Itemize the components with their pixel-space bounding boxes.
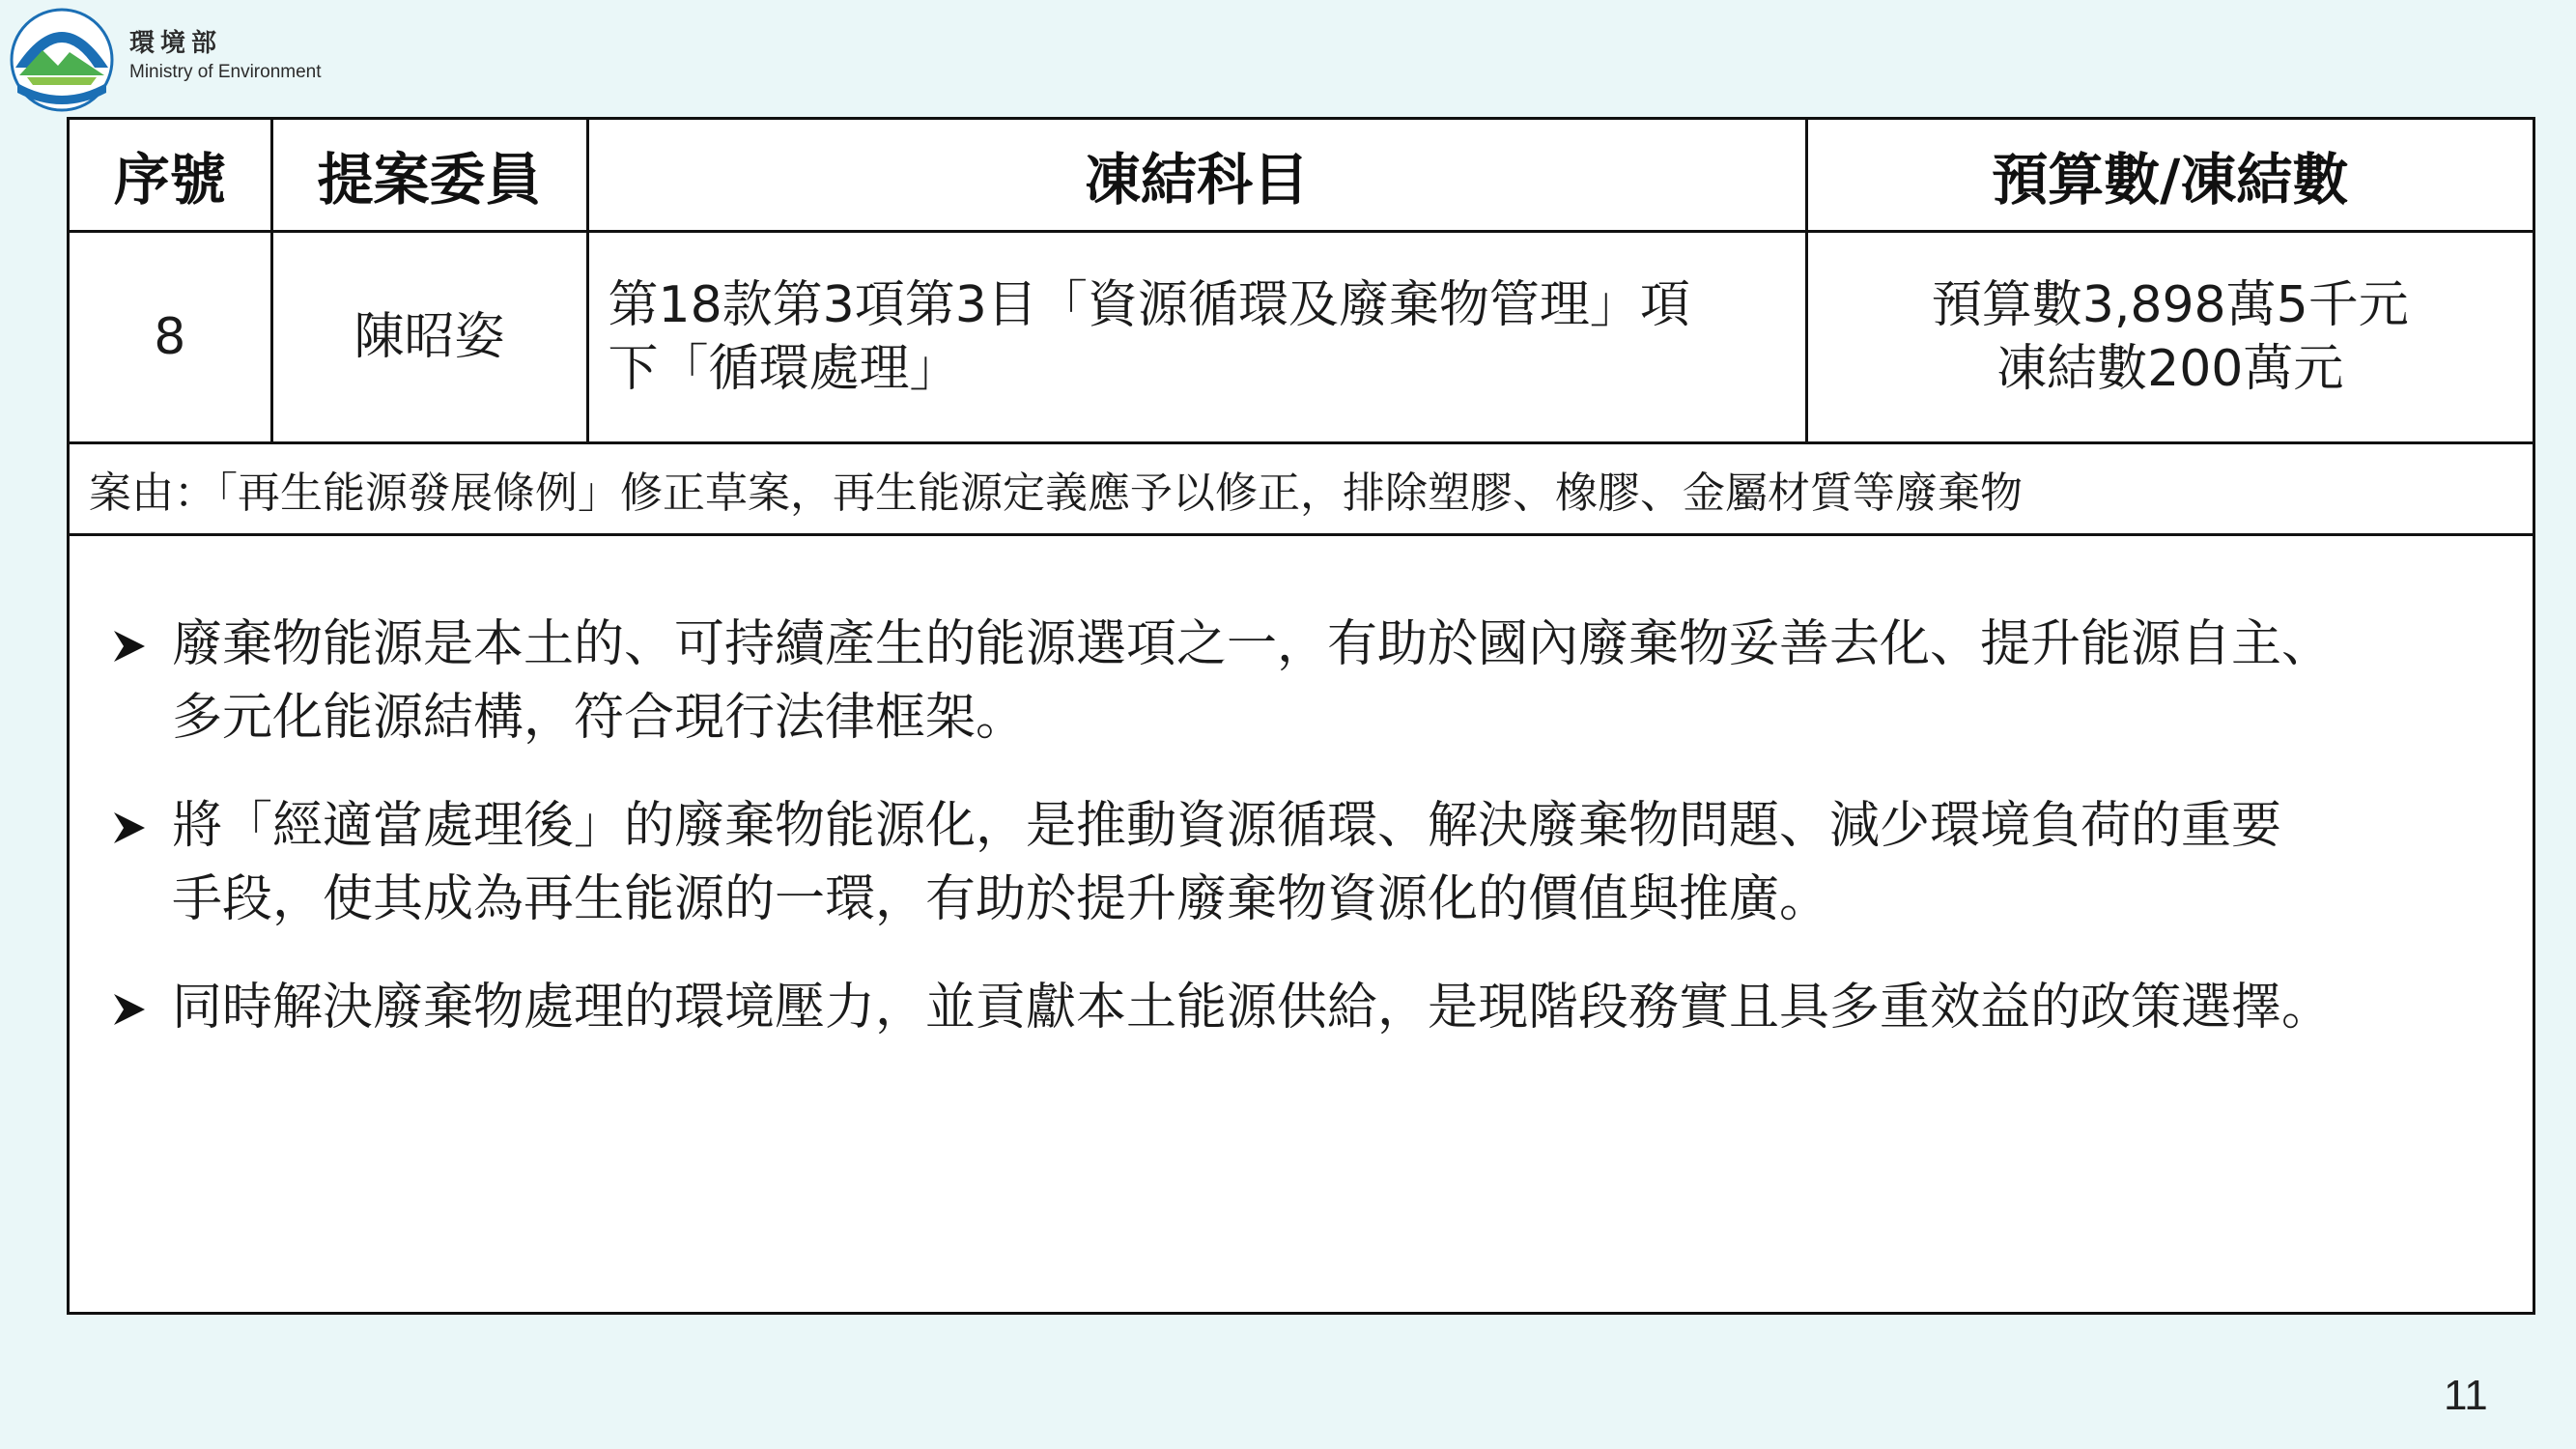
content-frame bbox=[67, 117, 2535, 1315]
list-item bbox=[110, 608, 2486, 754]
reason-row bbox=[70, 443, 2533, 535]
arrowhead-icon bbox=[110, 809, 149, 847]
arrowhead-icon bbox=[110, 627, 149, 666]
frozen-item-line-1: 第18款第3項第3目「資源循環及廢棄物管理」項 bbox=[608, 276, 1690, 334]
proposal-table bbox=[70, 120, 2533, 536]
list-item bbox=[110, 789, 2486, 936]
bullet-list bbox=[110, 608, 2486, 1079]
bullet-2-line-1: 將「經適當處理後」的廢棄物能源化，是推動資源循環、解決廢棄物問題、減少環境負荷的重要 bbox=[172, 797, 2282, 855]
logo-name-en: Ministry of Environment bbox=[129, 62, 322, 82]
budget-line-1: 預算數3,898萬5千元 bbox=[1931, 276, 2409, 334]
logo-name-cn: 環境部 bbox=[129, 29, 223, 58]
header-member: 提案委員 bbox=[271, 120, 587, 232]
ministry-emblem-icon bbox=[10, 8, 114, 112]
ministry-logo bbox=[10, 8, 415, 114]
bullet-1-line-1: 廢棄物能源是本土的、可持續產生的能源選項之一，有助於國內廢棄物妥善去化、提升能源自主、 bbox=[172, 615, 2333, 673]
arrowhead-icon bbox=[110, 990, 149, 1029]
bullet-3-line-1: 同時解決廢棄物處理的環境壓力，並貢獻本土能源供給，是現階段務實且具多重效益的政策選擇。 bbox=[172, 979, 2333, 1037]
bullet-1-line-2: 多元化能源結構，符合現行法律框架。 bbox=[172, 689, 1027, 747]
reason-text: 案由：「再生能源發展條例」修正草案，再生能源定義應予以修正，排除塑膠、橡膠、金屬材質等廢棄物 bbox=[70, 443, 2533, 535]
list-item bbox=[110, 971, 2486, 1044]
table-row bbox=[70, 232, 2533, 443]
cell-frozen-item bbox=[587, 232, 1806, 443]
cell-serial: 8 bbox=[70, 232, 271, 443]
table-header-row bbox=[70, 120, 2533, 232]
budget-line-2: 凍結數200萬元 bbox=[1996, 340, 2344, 398]
header-frozen-item: 凍結科目 bbox=[587, 120, 1806, 232]
logo-text bbox=[129, 27, 322, 85]
frozen-item-line-2: 下「循環處理」 bbox=[608, 340, 960, 398]
bullet-2-line-2: 手段，使其成為再生能源的一環，有助於提升廢棄物資源化的價值與推廣。 bbox=[172, 870, 1830, 928]
header-serial: 序號 bbox=[70, 120, 271, 232]
header-budget: 預算數/凍結數 bbox=[1806, 120, 2533, 232]
cell-budget bbox=[1806, 232, 2533, 443]
cell-member: 陳昭姿 bbox=[271, 232, 587, 443]
page-number: 11 bbox=[2444, 1372, 2488, 1419]
